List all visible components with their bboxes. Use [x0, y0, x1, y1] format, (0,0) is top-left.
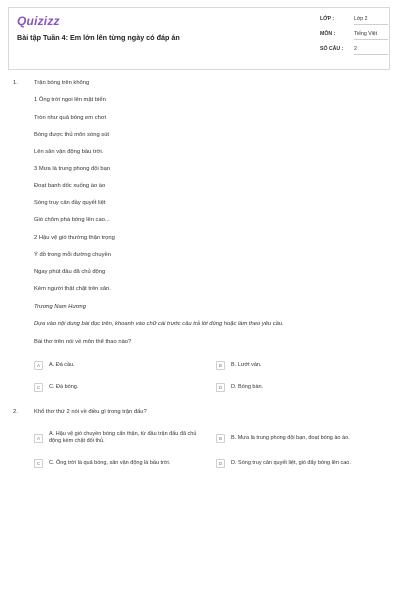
meta-label: SỐ CÂU : — [320, 46, 344, 52]
option-letter-box: C — [34, 459, 43, 468]
option-letter-box: D — [216, 383, 225, 392]
option-text: D. Bóng bàn. — [231, 383, 264, 390]
meta-value: Lớp 2 — [354, 16, 388, 25]
passage-line: Ngay phút đầu đã chủ động — [34, 269, 106, 275]
worksheet-title: Bài tập Tuần 4: Em lớn lên từng ngày có đáp án — [17, 33, 180, 42]
passage-line: Sóng truy cản đầy quyết liệt — [34, 200, 106, 206]
option-letter-box: B — [216, 361, 225, 370]
option-text: D. Sóng truy cản quyết liệt, gió đẩy bóng lên cao. — [231, 459, 351, 466]
option-letter-box: B — [216, 434, 225, 443]
passage-line: Ý đồ trong mỗi đường chuyền — [34, 252, 111, 258]
passage-line: 3 Mưa là trung phong đội bạn — [34, 166, 111, 172]
passage-line: 2 Hậu vệ gió thường thận trọng — [34, 235, 115, 241]
option-letter-box: D — [216, 459, 225, 468]
option-letter-box: C — [34, 383, 43, 392]
question-number: 1. — [13, 80, 18, 86]
passage-line: Tròn như quả bóng em chơi — [34, 115, 106, 121]
meta-label: LỚP : — [320, 16, 335, 22]
q2-option-b[interactable] — [216, 431, 350, 445]
passage-line: Bóng được thủ môn sóng sút — [34, 132, 110, 138]
q1-option-c[interactable] — [34, 380, 78, 394]
meta-label: MÔN : — [320, 31, 336, 37]
quizizz-logo: Quizizz — [17, 14, 60, 28]
option-letter-box: A — [34, 434, 43, 443]
question-prompt: Bài thơ trên nói về môn thể thao nào? — [34, 339, 132, 345]
meta-value: 2 — [354, 46, 388, 55]
worksheet-header — [8, 7, 390, 70]
option-text: B. Mưa là trung phong đội bạn, đoạt bóng ào ào. — [231, 434, 350, 441]
option-text: C. Đá bóng. — [49, 383, 79, 390]
q1-option-b[interactable] — [216, 358, 262, 372]
q2-option-a[interactable] — [34, 428, 199, 448]
passage-line: 1 Ông trời ngoi lên mặt biển — [34, 97, 106, 103]
passage-line: Lên sân vận động bầu trời. — [34, 149, 104, 155]
q1-option-a[interactable] — [34, 358, 75, 372]
passage-author: Trương Nam Hương — [34, 304, 86, 310]
option-text: A. Hậu vệ gió chuyền bóng cẩn thận, từ đầu trận đấu đã chủ động kèm chặt đối thủ. — [49, 431, 197, 444]
passage-line: Gió chôm phá bóng lên cao... — [34, 217, 110, 223]
instruction-text: Dựa vào nội dung bài đọc trên, khoanh vào chữ cái trước câu trả lời đúng hoặc làm theo yêu cầu. — [34, 321, 284, 327]
q1-option-d[interactable] — [216, 380, 263, 394]
question-number: 2. — [13, 409, 18, 415]
option-text: B. Lướt ván. — [231, 361, 262, 368]
question-prompt: Khổ thơ thứ 2 nói về điều gì trong trận đấu? — [34, 409, 147, 415]
meta-value: Tiếng Việt — [354, 31, 388, 40]
passage-line: Đoạt banh dốc xuống ào ào — [34, 183, 106, 189]
passage-line: Kèm người thật chặt trên sân. — [34, 286, 111, 292]
q2-option-c[interactable] — [34, 456, 170, 470]
option-text: C. Ông trời là quả bóng, sân vận động là bầu trời. — [49, 459, 171, 466]
option-letter-box: A — [34, 361, 43, 370]
option-text: A. Đá cầu. — [49, 361, 75, 368]
passage-line: Trận bóng trên không — [34, 80, 90, 86]
q2-option-d[interactable] — [216, 456, 351, 470]
